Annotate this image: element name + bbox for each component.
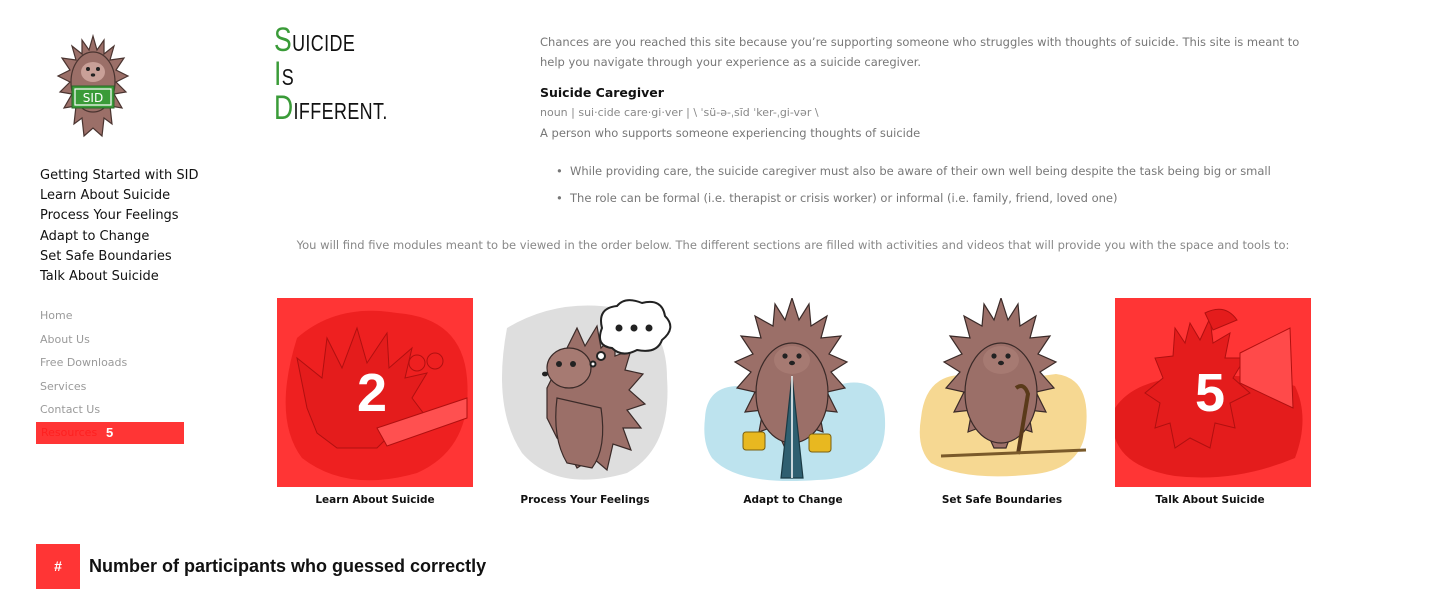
definition-pronunciation: noun | sui·cide care·gi·ver | \ ˈsü-ə-ˌsīd ˈker-ˌgi-vər \ bbox=[540, 106, 819, 119]
modules-intro: You will find five modules meant to be viewed in the order below. The different sections are filled with activities and videos that will provide you with the space and tools to: bbox=[296, 238, 1290, 252]
module-count-learn: 2 bbox=[357, 363, 388, 423]
nav-process-your-feelings[interactable]: Process Your Feelings bbox=[40, 208, 179, 224]
legend-text: Number of participants who guessed correctly bbox=[89, 556, 487, 576]
secondary-nav bbox=[40, 304, 127, 422]
module-label-set-safe-boundaries[interactable]: Set Safe Boundaries bbox=[941, 494, 1063, 506]
nav-getting-started[interactable]: Getting Started with SID bbox=[40, 168, 199, 183]
nav-adapt-to-change[interactable]: Adapt to Change bbox=[40, 228, 150, 244]
nav-about-us[interactable]: About Us bbox=[40, 332, 90, 346]
nav-services[interactable]: Services bbox=[40, 379, 87, 393]
title-line-suicide: SUICIDE bbox=[274, 21, 356, 59]
module-label-talk-about-suicide[interactable]: Talk About Suicide bbox=[1155, 494, 1265, 506]
sid-logo[interactable] bbox=[52, 32, 134, 144]
bullet-item: • While providing care, the suicide caregiver must also be aware of their own well being despite the task being big or small bbox=[556, 158, 1271, 185]
nav-talk-about-suicide[interactable]: Talk About Suicide bbox=[40, 269, 159, 285]
nav-free-downloads[interactable]: Free Downloads bbox=[40, 356, 128, 370]
module-card-talk-about-suicide[interactable] bbox=[1115, 298, 1311, 487]
nav-set-safe-boundaries[interactable]: Set Safe Boundaries bbox=[40, 248, 172, 264]
nav-resources-highlight[interactable] bbox=[36, 422, 184, 444]
legend-badge: # bbox=[36, 544, 80, 589]
site-title[interactable] bbox=[274, 21, 420, 127]
module-label-adapt-to-change[interactable]: Adapt to Change bbox=[743, 494, 843, 506]
nav-resources[interactable]: Resources bbox=[41, 426, 98, 439]
nav-contact-us[interactable]: Contact Us bbox=[40, 403, 101, 417]
intro-paragraph: Chances are you reached this site because you’re supporting someone who struggles with thoughts of suicide. This site is meant to help you navigate through your experience as a suicide caregiver. bbox=[540, 35, 1300, 69]
module-label-learn-about-suicide[interactable]: Learn About Suicide bbox=[315, 494, 435, 506]
porcupine-thinking-icon bbox=[497, 298, 693, 487]
module-card-learn-about-suicide[interactable] bbox=[277, 298, 473, 487]
nav-home[interactable]: Home bbox=[40, 309, 73, 322]
main-nav bbox=[40, 166, 198, 287]
module-label-process-your-feelings[interactable]: Process Your Feelings bbox=[520, 494, 650, 506]
resources-count: 5 bbox=[106, 425, 114, 440]
module-card-process-your-feelings[interactable] bbox=[497, 298, 693, 487]
logo-badge-text: SID bbox=[82, 91, 104, 105]
definition-title: Suicide Caregiver bbox=[540, 85, 664, 100]
title-line-is: IS bbox=[274, 55, 295, 93]
bullet-item: • The role can be formal (i.e. therapist or crisis worker) or informal (i.e. family, friend, loved one) bbox=[556, 185, 1271, 212]
definition-bullets bbox=[556, 158, 1271, 212]
title-line-different: DIFFERENT. bbox=[274, 89, 388, 127]
module-card-adapt-to-change[interactable] bbox=[697, 298, 893, 487]
definition-text: A person who supports someone experiencing thoughts of suicide bbox=[540, 126, 921, 140]
module-count-talk: 5 bbox=[1195, 363, 1226, 423]
porcupine-umbrella-icon bbox=[697, 298, 893, 487]
porcupine-cane-icon bbox=[906, 298, 1102, 487]
porcupine-logo-icon bbox=[52, 32, 134, 144]
module-card-set-safe-boundaries[interactable] bbox=[906, 298, 1102, 487]
nav-learn-about-suicide[interactable]: Learn About Suicide bbox=[40, 188, 171, 204]
